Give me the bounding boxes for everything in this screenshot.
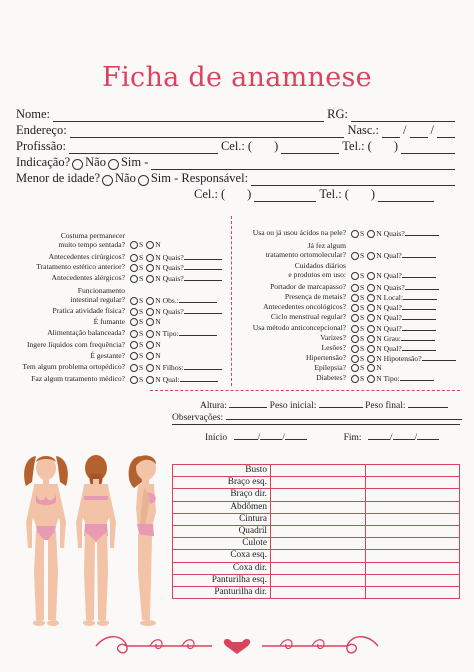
paren: (	[344, 187, 349, 201]
question-options	[127, 240, 161, 249]
option-n-label: N	[155, 340, 161, 349]
measurement-cell[interactable]	[271, 477, 366, 489]
question-options	[127, 273, 222, 283]
measurement-label: Braço esq.	[173, 477, 271, 489]
radio-sim[interactable]	[130, 330, 138, 338]
table-row	[173, 550, 460, 562]
radio-nao[interactable]	[367, 375, 375, 383]
slash: /	[257, 433, 261, 443]
option-n-label: N	[376, 271, 382, 280]
radio-nao[interactable]	[146, 297, 154, 305]
table-row	[173, 501, 460, 513]
table-row	[173, 489, 460, 501]
paren: )	[393, 139, 398, 153]
row-indicacao	[16, 154, 458, 170]
paren: )	[247, 187, 252, 201]
measurement-label: Busto	[173, 465, 271, 477]
measurement-label: Quadril	[173, 525, 271, 537]
option-n-label: N	[155, 307, 161, 316]
option-s-label: S	[360, 344, 365, 353]
measurement-cell[interactable]	[365, 562, 460, 574]
question-options	[127, 351, 161, 360]
question-options	[127, 252, 222, 262]
radio-sim[interactable]	[130, 264, 138, 272]
side-figure-illustration	[129, 455, 156, 626]
question-label: Antecedentes cirúrgicos?	[48, 252, 125, 261]
option-s-label: S	[360, 251, 365, 260]
option-s-label: S	[360, 354, 365, 363]
radio-sim[interactable]	[130, 364, 138, 372]
question-label: Costuma permanecer muito tempo sentada?	[58, 231, 125, 249]
option-n-label: N	[376, 334, 382, 343]
inicio-label: Início	[205, 433, 228, 443]
extra-label: Obs.:	[160, 296, 179, 305]
section-divider	[150, 390, 460, 391]
option-n-label: N	[155, 240, 161, 249]
measurement-cell[interactable]	[271, 586, 366, 598]
question-label: Epilepsia?	[314, 363, 346, 372]
cel-label: Cel.:	[194, 187, 218, 201]
extra-label: Local:	[381, 293, 404, 302]
nasc-sep: /	[403, 123, 407, 137]
option-s-label: S	[360, 293, 365, 302]
measurement-cell[interactable]	[365, 586, 460, 598]
option-n-label: N	[155, 274, 161, 283]
tel-label: Tel.:	[319, 187, 342, 201]
measurement-cell[interactable]	[365, 501, 460, 513]
extra-field[interactable]	[402, 343, 436, 351]
endereco-field[interactable]	[70, 125, 345, 138]
table-row	[173, 513, 460, 525]
paren: )	[274, 139, 279, 153]
measurement-cell[interactable]	[271, 562, 366, 574]
radio-sim[interactable]	[351, 375, 359, 383]
option-n-label: N	[155, 317, 161, 326]
option-s-label: S	[139, 351, 144, 360]
option-s-label: S	[139, 307, 144, 316]
question-options	[127, 340, 161, 349]
extra-label: Grau:	[381, 334, 401, 343]
extra-label: Quais?	[160, 263, 184, 272]
measurement-cell[interactable]	[365, 513, 460, 525]
question-label: É fumante	[93, 317, 125, 326]
fim-day-field[interactable]	[368, 432, 390, 440]
extra-label: Qual?	[381, 324, 402, 333]
extra-label: Hipotensão?	[381, 354, 422, 363]
option-s-label: S	[360, 334, 365, 343]
measurement-cell[interactable]	[365, 525, 460, 537]
question-label: Diabetes?	[316, 373, 346, 382]
table-row	[173, 562, 460, 574]
radio-nao[interactable]	[102, 175, 113, 186]
extra-field[interactable]	[400, 373, 434, 381]
radio-sim[interactable]	[351, 230, 359, 238]
question-label: Hipertensão?	[305, 353, 346, 362]
radio-nao[interactable]	[146, 318, 154, 326]
measurement-label: Abdômen	[173, 501, 271, 513]
radio-sim[interactable]	[130, 275, 138, 283]
question-options	[127, 306, 222, 316]
measurement-cell[interactable]	[271, 550, 366, 562]
option-s-label: S	[360, 271, 365, 280]
radio-nao[interactable]	[367, 314, 375, 322]
tel-label: Tel.:	[342, 139, 365, 153]
nasc-year-field[interactable]	[437, 125, 455, 138]
radio-sim[interactable]	[130, 318, 138, 326]
menor-label: Menor de idade?	[16, 171, 100, 185]
measurement-cell[interactable]	[365, 477, 460, 489]
option-s-label: S	[139, 375, 144, 384]
altura-field[interactable]	[229, 400, 267, 408]
extra-label: Tipo:	[381, 374, 400, 383]
question-options	[348, 373, 434, 383]
measurement-cell[interactable]	[271, 465, 366, 477]
option-n-label: N	[376, 229, 382, 238]
decorative-flourish-ornament	[92, 630, 382, 660]
cel-label: Cel.:	[220, 139, 245, 153]
question-options	[348, 363, 382, 372]
option-s-label: S	[360, 313, 365, 322]
radio-nao[interactable]	[146, 275, 154, 283]
profissao-field[interactable]	[69, 141, 218, 154]
radio-nao[interactable]	[146, 376, 154, 384]
slash: /	[414, 433, 418, 443]
question-label: Portador de marcapasso?	[270, 282, 346, 291]
radio-nao[interactable]	[146, 241, 154, 249]
extra-field[interactable]	[184, 362, 222, 370]
option-n-label: N	[376, 303, 382, 312]
row-responsavel-contato	[194, 186, 458, 202]
option-s-label: S	[360, 374, 365, 383]
extra-field[interactable]	[405, 282, 439, 290]
body-illustrations	[18, 452, 168, 634]
row-menor	[16, 170, 458, 186]
endereco-label: Endereço:	[16, 123, 67, 137]
option-n-label: N	[155, 329, 161, 338]
indicacao-field[interactable]	[151, 157, 455, 170]
option-n-label: N	[155, 263, 161, 272]
option-s-label: S	[139, 363, 144, 372]
extra-field[interactable]	[401, 333, 435, 341]
inicio-year-field[interactable]	[285, 432, 307, 440]
period-row	[205, 432, 439, 443]
option-s-label: S	[139, 263, 144, 272]
inicio-month-field[interactable]	[260, 432, 282, 440]
question-label: Antecedentes alérgicos?	[51, 273, 125, 282]
question-label: Ciclo menstrual regular?	[270, 312, 346, 321]
option-n-label: N	[155, 375, 161, 384]
option-s-label: S	[139, 253, 144, 262]
option-s-label: S	[139, 240, 144, 249]
nao-label: Não	[85, 155, 106, 169]
extra-label: Quais?	[160, 253, 184, 262]
question-label: Funcionamento intestinal regular?	[70, 286, 125, 304]
question-options	[348, 323, 436, 333]
table-row	[173, 538, 460, 550]
question-label: Tratamento estético anterior?	[36, 262, 125, 271]
row-profissao	[16, 138, 458, 154]
question-options	[348, 353, 456, 363]
option-n-label: N	[376, 354, 382, 363]
extra-label: Quais?	[381, 229, 405, 238]
front-figure-illustration	[24, 456, 68, 626]
option-s-label: S	[139, 274, 144, 283]
radio-sim[interactable]	[130, 352, 138, 360]
peso-inicial-field[interactable]	[319, 400, 363, 408]
extra-field[interactable]	[184, 273, 222, 281]
extra-label: Filhos:	[160, 363, 184, 372]
extra-field[interactable]	[403, 292, 437, 300]
extra-label: Tipo:	[160, 329, 179, 338]
question-label: Pratica atividade física?	[52, 306, 125, 315]
extra-label: Qual?	[381, 271, 402, 280]
table-row	[173, 477, 460, 489]
nasc-sep: /	[430, 123, 434, 137]
question-options	[348, 270, 436, 280]
altura-label: Altura:	[200, 401, 227, 411]
extra-label: Qual?	[381, 303, 402, 312]
row-nome	[16, 106, 458, 122]
extra-label: Qual?	[381, 313, 402, 322]
extra-label: Quais?	[160, 307, 184, 316]
option-s-label: S	[360, 324, 365, 333]
radio-nao[interactable]	[146, 341, 154, 349]
extra-label: Qual:	[160, 375, 180, 384]
measurement-cell[interactable]	[271, 501, 366, 513]
option-s-label: S	[360, 363, 365, 372]
radio-sim[interactable]	[351, 364, 359, 372]
extra-field[interactable]	[402, 323, 436, 331]
measurement-label: Panturilha dir.	[173, 586, 271, 598]
option-n-label: N	[376, 324, 382, 333]
question-options	[127, 317, 161, 326]
option-n-label: N	[155, 296, 161, 305]
measurement-cell[interactable]	[365, 489, 460, 501]
extra-field[interactable]	[402, 250, 436, 258]
weight-row	[200, 400, 448, 411]
measurement-cell[interactable]	[271, 489, 366, 501]
rg-label: RG:	[327, 107, 348, 121]
radio-nao[interactable]	[146, 308, 154, 316]
extra-field[interactable]	[179, 328, 217, 336]
measurement-cell[interactable]	[365, 538, 460, 550]
question-label: Alimentação balanceada?	[47, 328, 125, 337]
radio-sim[interactable]	[130, 241, 138, 249]
question-options	[127, 295, 217, 305]
radio-sim[interactable]	[108, 159, 119, 170]
option-s-label: S	[360, 303, 365, 312]
question-label: Presença de metais?	[284, 292, 346, 301]
observacoes-line[interactable]	[172, 424, 460, 425]
question-options	[127, 328, 217, 338]
paren: (	[220, 187, 226, 201]
option-n-label: N	[155, 253, 161, 262]
radio-nao[interactable]	[146, 352, 154, 360]
nome-field[interactable]	[53, 109, 324, 122]
measurement-label: Coxa esq.	[173, 550, 271, 562]
measurement-cell[interactable]	[271, 574, 366, 586]
option-n-label: N	[376, 313, 382, 322]
question-options	[348, 250, 436, 260]
extra-label: Quais?	[381, 283, 405, 292]
nao-label: Não	[115, 171, 136, 185]
measurement-label: Cintura	[173, 513, 271, 525]
radio-sim[interactable]	[138, 175, 149, 186]
rg-field[interactable]	[351, 109, 455, 122]
table-row	[173, 525, 460, 537]
option-s-label: S	[139, 329, 144, 338]
nasc-label: Nasc.:	[347, 123, 380, 137]
question-label: Ingere líquidos com frequência?	[26, 340, 125, 349]
profissao-label: Profissão:	[16, 139, 66, 153]
cel-field[interactable]	[281, 141, 339, 154]
slash: /	[389, 433, 393, 443]
inicio-day-field[interactable]	[234, 432, 258, 440]
radio-nao[interactable]	[367, 364, 375, 372]
option-n-label: N	[376, 344, 382, 353]
question-options	[127, 262, 222, 272]
question-options	[348, 312, 436, 322]
table-row	[173, 586, 460, 598]
peso-inicial-label: Peso inicial:	[269, 401, 317, 411]
extra-field[interactable]	[179, 295, 217, 303]
option-s-label: S	[360, 283, 365, 292]
option-n-label: N	[155, 351, 161, 360]
extra-field[interactable]	[402, 270, 436, 278]
nome-label: Nome:	[16, 107, 51, 121]
option-s-label: S	[139, 340, 144, 349]
radio-nao[interactable]	[146, 330, 154, 338]
paren: )	[370, 187, 376, 201]
radio-nao[interactable]	[146, 264, 154, 272]
extra-field[interactable]	[405, 228, 439, 236]
question-label: Usa ou já usou ácidos na pele?	[252, 228, 346, 237]
measurement-cell[interactable]	[365, 550, 460, 562]
extra-field[interactable]	[402, 312, 436, 320]
radio-sim[interactable]	[130, 376, 138, 384]
radio-nao[interactable]	[146, 364, 154, 372]
question-label: Lesões?	[321, 343, 346, 352]
sim-label: Sim -	[120, 155, 149, 169]
observacoes-row	[172, 412, 462, 423]
option-s-label: S	[360, 229, 365, 238]
measurement-table	[172, 464, 460, 599]
question-label: Tem algum problema ortopédico?	[22, 362, 125, 371]
extra-field[interactable]	[180, 374, 218, 382]
option-n-label: N	[376, 363, 382, 372]
question-label: Usa método anticoncepcional?	[252, 323, 346, 332]
responsavel-field[interactable]	[251, 173, 455, 186]
extra-field[interactable]	[184, 252, 222, 260]
nasc-day-field[interactable]	[382, 125, 400, 138]
extra-field[interactable]	[422, 353, 456, 361]
measurement-cell[interactable]	[271, 538, 366, 550]
question-options	[127, 362, 222, 372]
tel-field[interactable]	[378, 189, 434, 202]
sim-responsavel-label: Sim - Responsável:	[150, 171, 249, 185]
question-label: É gestante?	[90, 351, 125, 360]
radio-sim[interactable]	[351, 272, 359, 280]
radio-nao[interactable]	[72, 159, 83, 170]
option-n-label: N	[376, 293, 382, 302]
table-row	[173, 465, 460, 477]
extra-field[interactable]	[402, 302, 436, 310]
extra-label: Qual?	[381, 344, 402, 353]
question-options	[348, 292, 437, 302]
radio-sim[interactable]	[130, 341, 138, 349]
question-options	[348, 228, 439, 238]
cel-field[interactable]	[254, 189, 316, 202]
observacoes-label: Observações:	[172, 413, 224, 423]
nasc-month-field[interactable]	[410, 125, 428, 138]
question-options	[127, 374, 218, 384]
fim-label: Fim:	[343, 433, 362, 443]
peso-final-field[interactable]	[408, 400, 448, 408]
radio-sim[interactable]	[130, 297, 138, 305]
radio-sim[interactable]	[351, 314, 359, 322]
row-endereco	[16, 122, 458, 138]
measurement-cell[interactable]	[365, 574, 460, 586]
question-options	[348, 282, 439, 292]
indicacao-label: Indicação?	[16, 155, 71, 169]
table-row	[173, 574, 460, 586]
measurement-label: Culote	[173, 538, 271, 550]
question-options	[348, 343, 436, 353]
radio-nao[interactable]	[367, 272, 375, 280]
page-title: Ficha de anamnese	[102, 62, 372, 93]
fim-month-field[interactable]	[393, 432, 415, 440]
question-label: Antecedentes oncológicos?	[263, 302, 346, 311]
column-divider	[231, 216, 232, 386]
question-label: Varizes?	[320, 333, 346, 342]
question-label: Já fez algum tratamento ortomolecular?	[265, 241, 346, 259]
extra-label: Quais?	[160, 274, 184, 283]
measurement-label: Coxa dir.	[173, 562, 271, 574]
radio-sim[interactable]	[130, 308, 138, 316]
measurement-cell[interactable]	[365, 465, 460, 477]
question-options	[348, 333, 435, 343]
option-n-label: N	[376, 251, 382, 260]
measurement-cell[interactable]	[271, 525, 366, 537]
back-figure-illustration	[76, 455, 116, 626]
option-s-label: S	[139, 296, 144, 305]
question-label: Faz algum tratamento médico?	[31, 374, 125, 383]
observacoes-field[interactable]	[226, 412, 462, 420]
extra-label: Qual?	[381, 251, 402, 260]
radio-nao[interactable]	[367, 252, 375, 260]
option-n-label: N	[376, 283, 382, 292]
question-options	[348, 302, 436, 312]
measurement-label: Braço dir.	[173, 489, 271, 501]
fim-year-field[interactable]	[417, 432, 439, 440]
paren: (	[367, 139, 372, 153]
extra-field[interactable]	[184, 262, 222, 270]
measurement-cell[interactable]	[271, 513, 366, 525]
option-n-label: N	[376, 374, 382, 383]
slash: /	[282, 433, 285, 443]
tel-field[interactable]	[401, 141, 455, 154]
question-label: Cuidados diários e produtos em uso:	[288, 261, 346, 279]
paren: (	[247, 139, 253, 153]
radio-sim[interactable]	[351, 252, 359, 260]
measurement-label: Panturilha esq.	[173, 574, 271, 586]
option-n-label: N	[155, 363, 161, 372]
extra-field[interactable]	[184, 306, 222, 314]
option-s-label: S	[139, 317, 144, 326]
peso-final-label: Peso final:	[365, 401, 406, 411]
radio-nao[interactable]	[367, 230, 375, 238]
